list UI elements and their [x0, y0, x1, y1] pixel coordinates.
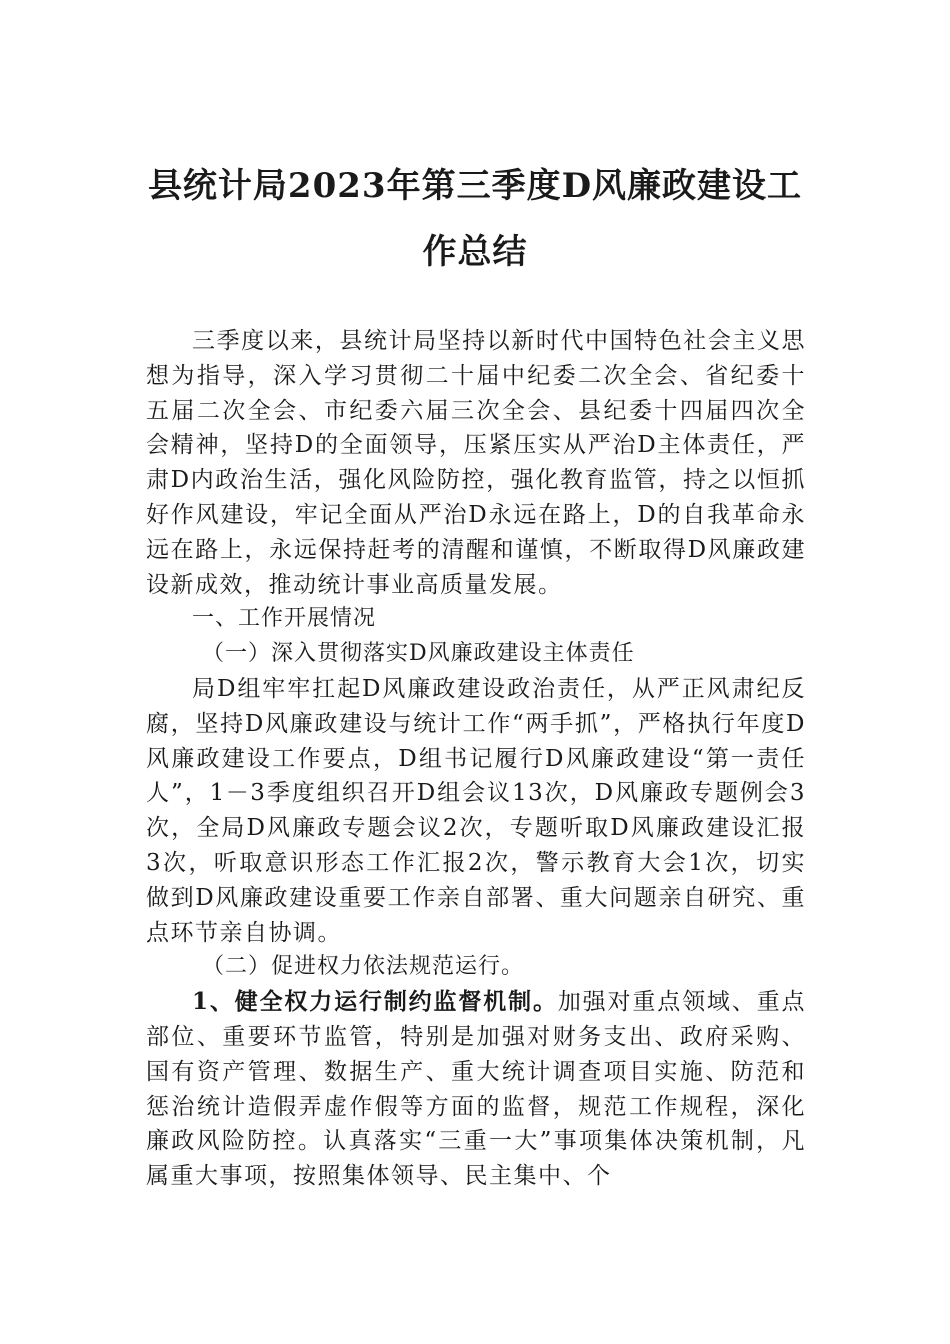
- responsibility-paragraph: 局D组牢牢扛起D风廉政建设政治责任，从严正风肃纪反腐，坚持D风廉政建设与统计工作“两手抓”，严格执行年度D风廉政建设工作要点，D组书记履行D风廉政建设“第一责任人”，1－3季度组织召开D组会议13次，D风廉政专题例会3次，全局D风廉政专题会议2次，专题听取D风廉政建设汇报3次，听取意识形态工作汇报2次，警示教育大会1次，切实做到D风廉政建设重要工作亲自部署、重大问题亲自研究、重点环节亲自协调。: [146, 675, 806, 946]
- supervision-mechanism-lead: 1、健全权力运行制约监督机制。: [192, 988, 558, 1016]
- section-heading-work-status: 一、工作开展情况: [192, 606, 377, 632]
- document-title-line-1: 县统计局2023年第三季度D风廉政建设工: [147, 166, 803, 206]
- supervision-mechanism-paragraph: [146, 985, 806, 1194]
- subsection-heading-responsibility: （一）深入贯彻落实D风廉政建设主体责任: [202, 641, 635, 667]
- document-title-line-2: 作总结: [422, 232, 528, 272]
- subsection-heading-power-regulation: （二）促进权力依法规范运行。: [202, 954, 525, 980]
- supervision-mechanism-text: 加强对重点领域、重点部位、重要环节监管，特别是加强对财务支出、政府采购、国有资产管理、数据生产、重大统计调查项目实施、防范和惩治统计造假弄虚作假等方面的监督，规范工作规程，深化廉政风险防控。认真落实“三重一大”事项集体决策机制，凡属重大事项，按照集体领导、民主集中、个: [146, 989, 806, 1190]
- document-body: [146, 324, 806, 1194]
- intro-paragraph: 三季度以来，县统计局坚持以新时代中国特色社会主义思想为指导，深入学习贯彻二十届中纪委二次全会、省纪委十五届二次全会、市纪委六届三次全会、县纪委十四届四次全会精神，坚持D的全面领导，压紧压实从严治D主体责任，严肃D内政治生活，强化风险防控，强化教育监管，持之以恒抓好作风建设，牢记全面从严治D永远在路上，D的自我革命永远在路上，永远保持赶考的清醒和谨慎，不断取得D风廉政建设新成效，推动统计事业高质量发展。: [146, 328, 806, 598]
